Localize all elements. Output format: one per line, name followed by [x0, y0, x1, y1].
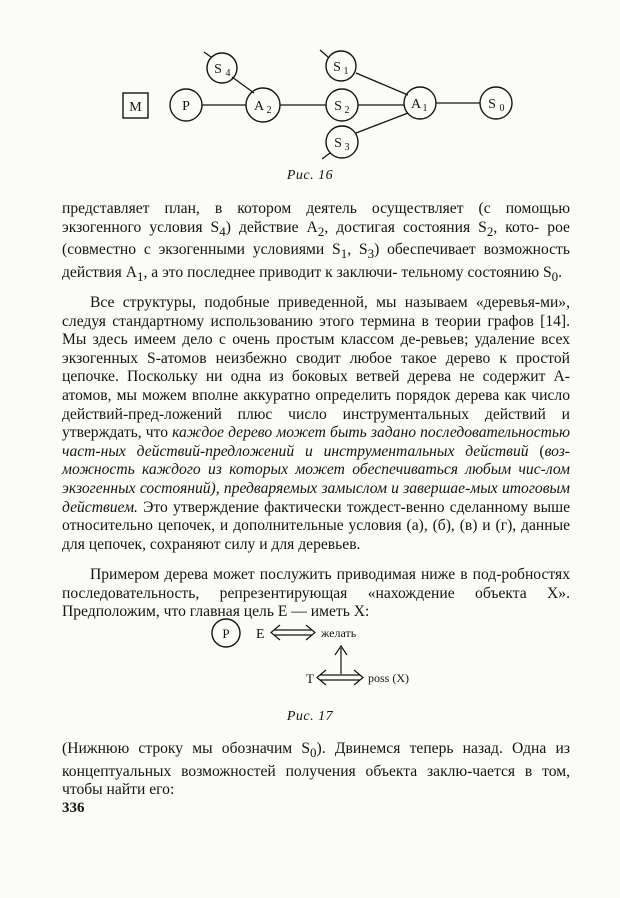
- node-s3-sub: 3: [344, 142, 350, 153]
- fig17-want-label: желать: [321, 626, 357, 640]
- node-a1-label: A: [410, 97, 422, 112]
- node-s3-label: S: [334, 136, 342, 151]
- node-s4-sub: 4: [225, 68, 231, 79]
- p2-mid: (: [528, 442, 545, 460]
- node-m-label: M: [129, 100, 142, 115]
- p1-sub-a2: 2: [317, 223, 325, 239]
- p1-sub-s1: 1: [340, 246, 348, 262]
- node-p-label: P: [182, 99, 190, 114]
- node-a1-sub: 1: [422, 103, 428, 114]
- node-s2-sub: 2: [344, 105, 350, 116]
- p1-line3b: , S: [347, 241, 368, 259]
- p1-sub-s0: 0: [551, 269, 559, 285]
- edge-s1-a1: [356, 73, 408, 95]
- node-s4: [207, 53, 237, 83]
- node-s3: [326, 126, 358, 158]
- fig17-t-label: T: [306, 671, 314, 686]
- fig17-double-arrow-top: [271, 625, 315, 640]
- node-s0: [480, 87, 512, 119]
- node-s2-label: S: [334, 99, 342, 114]
- p2-start: Все структуры, подобные приведенной, мы называем «деревья-ми», следуя стандартному использованию этого термина в теории графов [14]. Мы здесь имеем дело с очень простым классом де-ревьев; удаление всех экзогенных S-атомов неизбежно сводит любое такое дерево к простой цепочке. Поскольку ни одна из боковых ветвей дерева не содержит A-атомов, мы можем вполне аккуратно определить порядок дерева как число действий-пред-ложений плюс число инструментальных действий и утверждать, что: [62, 294, 570, 442]
- node-s1: [326, 51, 356, 81]
- fig17-vertical-arrow: [335, 646, 347, 674]
- p1-sub-s4: 4: [219, 223, 226, 239]
- p1-line2b: ) действие A: [225, 218, 318, 236]
- p1-line3: рое (совместно с экзогенными условиями S: [62, 218, 570, 259]
- p1-line4: возможность действия A: [62, 241, 570, 281]
- figure-17-diagram: [0, 612, 620, 702]
- p4-sub: 0: [310, 745, 317, 761]
- p4-text2: ). Двинемся теперь назад. Одна из концептуальных возможностей получения объекта заклю-чается в том, чтобы найти его:: [62, 740, 570, 799]
- stub-s1: [320, 50, 328, 57]
- page-number: 336: [62, 800, 85, 816]
- node-s1-label: S: [333, 60, 341, 75]
- p1-line2c: , достигая состояния S: [324, 218, 487, 236]
- node-s0-label: S: [488, 97, 496, 112]
- node-a2-sub: 2: [266, 105, 272, 116]
- stub-s4: [204, 52, 211, 57]
- p4-text: (Нижнюю строку мы обозначим S: [62, 740, 311, 757]
- figure-17-caption: Рис. 17: [286, 709, 334, 724]
- node-s1-sub: 1: [343, 66, 349, 77]
- stub-s3: [322, 153, 330, 159]
- paragraph-1: [62, 200, 570, 287]
- p1-line5: тельному состоянию S: [401, 264, 552, 281]
- fig17-p-label: P: [222, 626, 230, 641]
- p1-sub-s3: 3: [367, 246, 375, 262]
- p1-line1: представляет план, в котором деятель осуществляет (с помощью: [62, 200, 570, 217]
- figure-16-caption: Рис. 16: [286, 168, 334, 183]
- p1-line2d: , кото-: [493, 218, 540, 236]
- p1-sub-s2: 2: [486, 223, 494, 239]
- p1-line5b: .: [558, 264, 563, 281]
- node-a2-label: A: [253, 99, 265, 114]
- p2-end: Это утверждение фактически тождест-венно сделанному выше относительно цепочек, и дополнительные условия (а), (б), (в) и (г), данные для цепочек, сохраняют силу и для деревьев.: [62, 498, 570, 553]
- fig17-e-label: E: [256, 627, 265, 642]
- node-s2: [326, 89, 358, 121]
- edge-s3-a1: [356, 113, 408, 133]
- node-s4-label: S: [214, 62, 222, 77]
- p1-line4b: , а это последнее приводит к заключи-: [143, 264, 398, 281]
- paragraph-2: [62, 294, 570, 554]
- p2-italic-1: каждое дерево может быть задано последовательностью част-ных действий-предложений и инструментальных действий: [62, 424, 570, 460]
- p1-sub-a1: 1: [136, 269, 144, 285]
- node-s0-sub: 0: [499, 103, 505, 114]
- p2-italic-2: воз-можность каждого из которых может обеспечиваться любым чис-лом экзогенных состояний), предваряемых замыслом и завершае-мых итоговым действием.: [62, 442, 570, 516]
- p1-line2: экзогенного условия S: [62, 218, 220, 236]
- paragraph-4: [62, 740, 570, 800]
- p1-line3c: ) обеспечивает: [374, 241, 476, 259]
- p3-text: Примером дерева может послужить приводимая ниже в под-робностях последовательность, репрезентирующая «нахождение объекта X». Предположим, что главная цель E — иметь X:: [62, 566, 570, 621]
- fig17-double-arrow-bottom: [317, 670, 363, 685]
- edge-s4-a2: [232, 77, 254, 93]
- fig17-poss-label: poss (X): [368, 671, 409, 685]
